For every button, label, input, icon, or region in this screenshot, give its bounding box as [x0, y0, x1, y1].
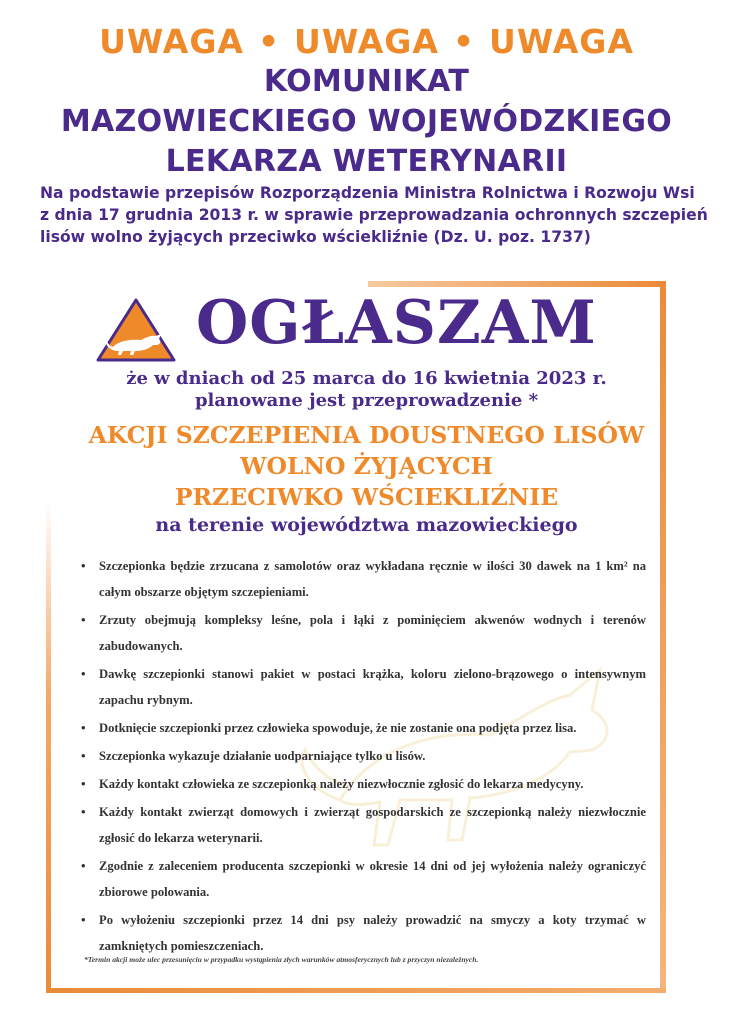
intro-line: Na podstawie przepisów Rozporządzenia Ministra Rolnictwa i Rozwoju Wsi [40, 184, 695, 202]
list-item: • Każdy kontakt człowieka ze szczepionką należy niezwłocznie zgłosić do lekarza medycyny. [80, 771, 646, 797]
footnote: *Termin akcji może ulec przesunięciu w przypadku wystąpienia złych warunków atmosferycznych lub z przyczyn niezależnych. [84, 955, 479, 964]
announcement-heading: OGŁASZAM [196, 288, 597, 358]
dates-line-1: że w dniach od 25 marca do 16 kwietnia 2023 r. [126, 368, 607, 389]
title-line-2: MAZOWIECKIEGO WOJEWÓDZKIEGO [60, 104, 673, 139]
action-title-line-3: PRZECIWKO WŚCIEKLIŹNIE [174, 483, 559, 511]
list-item: • Dotknięcie szczepionki przez człowieka spowoduje, że nie zostanie ona podjęta przez lisa. [80, 715, 646, 741]
intro-line: lisów wolno żyjących przeciwko wściekliźnie (Dz. U. poz. 1737) [40, 228, 591, 246]
list-item: • Zrzuty obejmują kompleksy leśne, pola i łąki z pominięciem akwenów wodnych i terenów zabudowanych. [80, 607, 646, 659]
banner-word: UWAGA [99, 22, 244, 61]
warning-triangle-fox-icon [95, 297, 177, 363]
banner-word: UWAGA [294, 22, 439, 61]
frame-border-left [46, 500, 51, 993]
list-item: • Każdy kontakt zwierząt domowych i zwierząt gospodarskich ze szczepionką należy niezwłocznie zgłosić do lekarza weterynarii. [80, 799, 646, 851]
warning-banner [0, 22, 733, 61]
frame-border-bottom [46, 988, 666, 993]
banner-word: UWAGA [489, 22, 634, 61]
title-line-1: KOMUNIKAT [263, 64, 470, 99]
vaccination-info-list [80, 553, 646, 961]
banner-separator: • [452, 22, 476, 61]
list-item: • Zgodnie z zaleceniem producenta szczepionki w okresie 14 dni od jej wyłożenia należy ograniczyć zbiorowe polowania. [80, 853, 646, 905]
list-item: • Szczepionka wykazuje działanie uodparniające tylko u lisów. [80, 743, 646, 769]
action-title-line-1: AKCJI SZCZEPIENIA DOUSTNEGO LISÓW [88, 421, 645, 449]
list-item: • Dawkę szczepionki stanowi pakiet w postaci krążka, koloru zielono-brązowego o intensywnym zapachu rybnym. [80, 661, 646, 713]
list-item: • Szczepionka będzie zrzucana z samolotów oraz wykładana ręcznie w ilości 30 dawek na 1 km² na całym obszarze objętym szczepieniami. [80, 553, 646, 605]
banner-separator: • [257, 22, 281, 61]
frame-border-top [368, 281, 666, 287]
action-title-line-2: WOLNO ŻYJĄCYCH [240, 452, 493, 480]
region-subtitle: na terenie województwa mazowieckiego [155, 514, 578, 536]
list-item: • Po wyłożeniu szczepionki przez 14 dni psy należy prowadzić na smyczy a koty trzymać w zamkniętych pomieszczeniach. [80, 907, 646, 959]
title-line-3: LEKARZA WETERYNARII [165, 144, 568, 179]
intro-line: z dnia 17 grudnia 2013 r. w sprawie przeprowadzania ochronnych szczepień [40, 206, 708, 224]
dates-line-2: planowane jest przeprowadzenie * [194, 390, 539, 411]
legal-basis-intro [40, 182, 710, 248]
